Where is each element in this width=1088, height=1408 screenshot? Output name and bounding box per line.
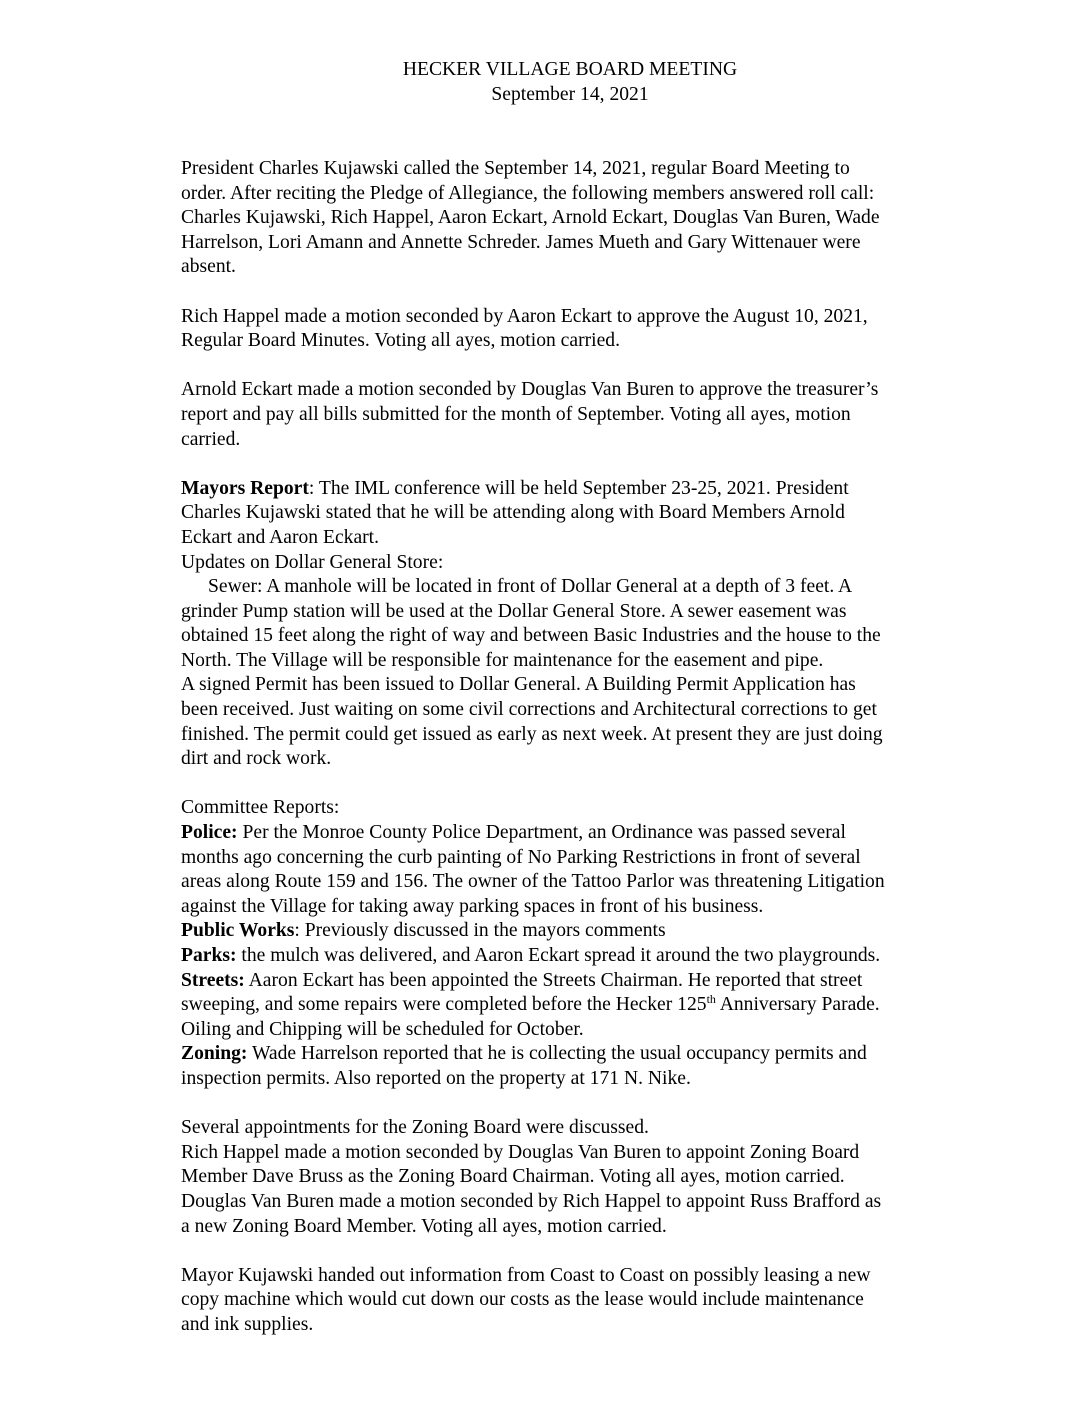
parks-label: Parks: [181,945,237,966]
committee-heading: Committee Reports: [181,797,340,819]
text-line: Updates on Dollar General Store: [181,551,444,573]
text-line: Oiling and Chipping will be scheduled for October. [181,1018,584,1040]
text-line: against the Village for taking away parking spaces in front of his business. [181,895,764,917]
text-line: grinder Pump station will be used at the Dollar General Store. A sewer easement was [181,600,847,622]
public-works-label: Public Works [181,920,295,942]
text-line: report and pay all bills submitted for the month of September. Voting all ayes, motion [181,403,851,425]
text-line: Several appointments for the Zoning Board were discussed. [181,1117,649,1139]
text-line: months ago concerning the curb painting of No Parking Restrictions in front of several [181,846,861,868]
streets-label: Streets: [181,969,245,991]
text-line: finished. The permit could get issued as early as next week. At present they are just doing [181,723,883,745]
zoning-label: Zoning: [181,1043,248,1065]
text-line: copy machine which would cut down our costs as the lease would include maintenance [181,1289,864,1311]
text-line: Mayor Kujawski handed out information from Coast to Coast on possibly leasing a new [181,1264,871,1286]
police-label: Police: [181,822,238,844]
text-line: inspection permits. Also reported on the property at 171 N. Nike. [181,1067,691,1089]
paragraph-zoning-board [181,1116,981,1239]
text-line: dirt and rock work. [181,748,332,770]
section-mayors-report [181,477,981,772]
document-date: September 14, 2021 [491,84,649,105]
text-line: Streets: Aaron Eckart has been appointed the Streets Chairman. He reported that street [181,969,863,991]
text-line: Charles Kujawski, Rich Happel, Aaron Eckart, Arnold Eckart, Douglas Van Buren, Wade [181,207,880,229]
text-line: Eckart and Aaron Eckart. [181,526,380,548]
text-line: Charles Kujawski stated that he will be attending along with Board Members Arnold [181,502,845,524]
section-committee-reports [181,796,981,1091]
ordinal-superscript: th [706,992,716,1007]
text-line: Arnold Eckart made a motion seconded by Douglas Van Buren to approve the treasurer’s [181,379,879,401]
text-line: Public Works: Previously discussed in the mayors comments [181,920,666,942]
text-line: Mayors Report: The IML conference will be held September 23-25, 2021. President [181,477,849,499]
text-line: President Charles Kujawski called the September 14, 2021, regular Board Meeting to [181,158,850,179]
text-line: Sewer: A manhole will be located in front of Dollar General at a depth of 3 feet. A [208,576,853,598]
text-line: been received. Just waiting on some civil corrections and Architectural corrections to get [181,699,877,721]
text-line: Regular Board Minutes. Voting all ayes, motion carried. [181,330,620,352]
document-title: HECKER VILLAGE BOARD MEETING [402,59,738,80]
text-line: sweeping, and some repairs were completed before the Hecker 125th Anniversary Parade. [181,992,880,1016]
text-line: obtained 15 feet along the right of way and between Basic Industries and the house to the [181,625,881,647]
text-line: Harrelson, Lori Amann and Annette Schreder. James Mueth and Gary Wittenauer were [181,231,861,253]
text-line: a new Zoning Board Member. Voting all ayes, motion carried. [181,1215,667,1237]
text-line: A signed Permit has been issued to Dollar General. A Building Permit Application has [181,674,856,696]
text-line: Zoning: Wade Harrelson reported that he is collecting the usual occupancy permits and [181,1043,867,1065]
text-line: Member Dave Bruss as the Zoning Board Chairman. Voting all ayes, motion carried. [181,1166,845,1188]
text-line: Police: Per the Monroe County Police Department, an Ordinance was passed several [181,822,846,844]
text-line: Rich Happel made a motion seconded by Douglas Van Buren to appoint Zoning Board [181,1141,860,1163]
paragraph-treasurer-motion [181,378,981,452]
text-line: order. After reciting the Pledge of Allegiance, the following members answered roll call: [181,182,875,204]
text-line: Rich Happel made a motion seconded by Aaron Eckart to approve the August 10, 2021, [181,305,868,327]
document-body [181,157,981,1338]
mayors-report-label: Mayors Report [181,477,309,499]
paragraph-minutes-motion [181,305,981,354]
paragraph-roll-call [181,157,981,280]
paragraph-copy-machine [181,1264,981,1338]
text-line: and ink supplies. [181,1313,314,1335]
text-line: areas along Route 159 and 156. The owner of the Tattoo Parlor was threatening Litigation [181,871,885,893]
text-line: North. The Village will be responsible for maintenance for the easement and pipe. [181,649,824,671]
text-line: absent. [181,256,236,278]
text-line: carried. [181,428,241,450]
text-line: Parks: the mulch was delivered, and Aaron Eckart spread it around the two playgrounds. [181,945,881,966]
text-line: Douglas Van Buren made a motion seconded by Rich Happel to appoint Russ Brafford as [181,1190,882,1212]
